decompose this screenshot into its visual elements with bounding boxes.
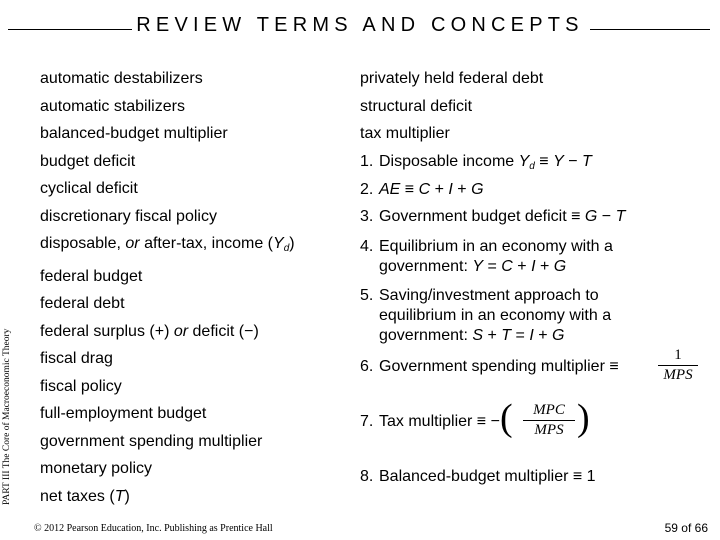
equation-number: 1. [360,153,374,170]
term-item: balanced-budget multiplier [40,125,228,142]
header [0,10,720,46]
term-item: federal budget [40,267,143,285]
left-parenthesis: ( [500,397,513,439]
term-item: government spending multiplier [40,432,263,450]
fraction-numerator: MPC [533,402,565,418]
equation-number: 4. [360,238,374,255]
equation-2 [360,180,484,200]
equation-text: Saving/investment approach to [379,287,599,304]
page-number: 59 of 66 [664,521,708,535]
title-rule-right [590,29,710,30]
equation-5 [360,286,611,346]
equation-text: government: Y = C + I + G [379,258,567,275]
term-item: full-employment budget [40,405,207,422]
equation-text: Equilibrium in an economy with a [379,238,613,255]
equation-number: 5. [360,287,374,304]
term-item: privately held federal debt [360,70,544,87]
equation-8 [360,467,596,487]
term-item: fiscal drag [40,350,113,367]
equation-text: Balanced-budget multiplier ≡ 1 [379,468,596,485]
fraction-bar [523,420,575,421]
equation-number: 3. [360,208,374,225]
term-item: automatic destabilizers [40,70,203,87]
copyright-notice: © 2012 Pearson Education, Inc. Publishing as Prentice Hall [34,523,273,534]
term-item: federal debt [40,295,125,312]
fraction-denominator: MPS [663,367,693,383]
equation-4 [360,237,613,277]
term-item: tax multiplier [360,125,450,142]
term-item: cyclical deficit [40,180,138,197]
equation-text: Tax multiplier ≡ − [379,413,500,430]
term-item: discretionary fiscal policy [40,207,217,225]
equation-6 [360,357,619,377]
term-item-disposable-income: disposable, or after-tax, income $(Y_d)$ [40,235,295,254]
equation-number: 7. [360,413,374,430]
equation-3 [360,207,625,227]
right-parenthesis: ) [577,397,590,439]
term-item: fiscal policy [40,377,122,395]
fraction-numerator: 1 [674,347,682,363]
side-label: PART III The Core of Macroeconomic Theory [2,328,12,505]
page-title: REVIEW TERMS AND CONCEPTS [136,14,584,36]
fraction-bar [658,365,698,366]
equation-text: AE ≡ C + I + G [379,181,484,198]
right-term-list [360,65,710,148]
equation-number: 8. [360,468,374,485]
term-item: structural deficit [360,97,473,115]
equation-text: government: S + T = I + G [379,327,565,344]
equation-number: 6. [360,358,374,375]
fraction-tax-multiplier [523,402,575,439]
term-item: automatic stabilizers [40,97,185,115]
left-term-list [40,65,350,510]
equation-text: Government budget deficit ≡ G − T [379,208,626,225]
equation-number: 2. [360,181,374,198]
fraction-denominator: MPS [534,422,564,438]
term-item: monetary policy [40,460,153,477]
equation-1 [360,152,592,177]
term-item: budget deficit [40,152,136,170]
equation-text: Disposable income $Y_d \equiv Y - T$ [379,153,592,172]
fraction-spending-multiplier [658,347,698,384]
equation-text: Government spending multiplier ≡ [379,358,619,375]
equation-text: equilibrium in an economy with a [379,307,612,324]
term-item-net-taxes: net taxes (T) [40,487,130,505]
term-item-federal-surplus: federal surplus (+) or deficit (−) [40,322,259,340]
equation-7 [360,412,500,432]
